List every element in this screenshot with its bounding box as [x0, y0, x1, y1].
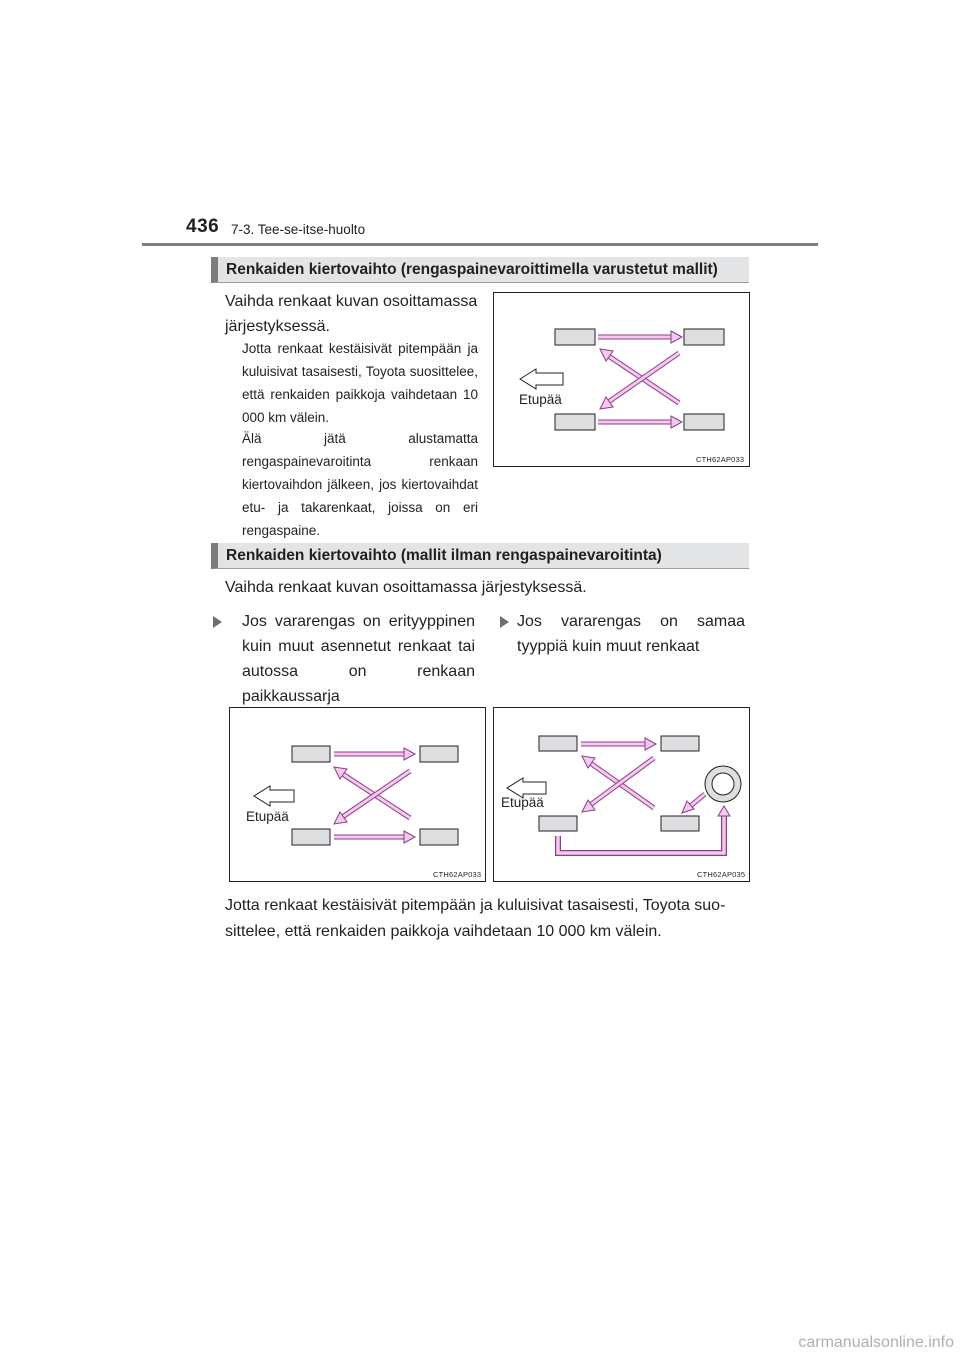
section-header-no-tpms	[211, 543, 749, 569]
figure-code: CTH62AP033	[433, 870, 482, 879]
rotation-arrow-diagonal-down	[600, 353, 679, 409]
front-direction-arrow-icon	[254, 786, 294, 806]
rotation-arrow-diagonal-down	[334, 771, 410, 824]
header-divider	[142, 243, 818, 246]
rotation-arrow-bottom	[334, 831, 415, 843]
tire-front-left	[539, 736, 577, 751]
watermark: carmanualsonline.info	[798, 1334, 954, 1351]
tire-rear-left	[539, 816, 577, 831]
tire-front-left	[292, 746, 330, 762]
rotation-arrow-rear-to-spare	[558, 806, 730, 853]
bullet-triangle-icon	[213, 616, 222, 628]
tire-rotation-figure-tpms	[493, 292, 750, 467]
rotation-arrow-top	[334, 748, 415, 760]
rotation-arrow-top	[598, 331, 682, 343]
intro-line: Vaihda renkaat kuvan osoittamassa	[225, 293, 478, 310]
tire-rear-left	[555, 414, 595, 430]
spare-tire-icon	[705, 766, 741, 802]
front-label: Etupää	[501, 795, 544, 810]
tire-rotation-figure-spare-same	[493, 707, 750, 882]
rotation-arrow-top	[581, 738, 656, 750]
section-title-tpms: Renkaiden kiertovaihto (rengaspainevaroittimella varustetut mallit)	[226, 261, 718, 278]
chapter-title: 7-3. Tee-se-itse-huolto	[231, 222, 366, 237]
bullet-text: Jos vararengas on erityyppinen kuin muut asennetut renkaat tai autossa on renkaan paikkaussarja	[242, 613, 475, 705]
tire-front-right	[661, 736, 699, 751]
front-label: Etupää	[246, 809, 289, 824]
tire-rear-right	[661, 816, 699, 831]
footer-recommendation	[225, 893, 755, 945]
bullet-text: Jos vararengas on samaa tyyppiä kuin muut renkaat	[517, 613, 745, 655]
tire-front-right	[684, 329, 724, 345]
section1-note-rotation: Jotta renkaat kestäisivät pitempään ja kuluisivat tasaisesti, Toyota suosittelee, että renkaiden paikkoja vaihdetaan 10 000 km välein.	[242, 341, 478, 425]
section-header-tpms	[211, 257, 749, 283]
tire-front-left	[555, 329, 595, 345]
rotation-arrow-bottom	[598, 416, 682, 428]
section1-intro	[225, 289, 485, 339]
page-number: 436	[186, 216, 220, 237]
bullet-triangle-icon	[500, 616, 509, 628]
tire-rotation-figure-spare-different	[229, 707, 486, 882]
rotation-arrow-diagonal-up	[600, 349, 679, 403]
footer-line: sittelee, että renkaiden paikkoja vaihdetaan 10 000 km välein.	[225, 923, 662, 940]
tire-rear-right	[420, 829, 458, 845]
section2-intro: Vaihda renkaat kuvan osoittamassa järjestyksessä.	[225, 579, 587, 596]
figure-code: CTH62AP035	[697, 870, 746, 879]
tire-rear-right	[684, 414, 724, 430]
rotation-arrow-diagonal-up	[334, 767, 410, 818]
bullet-spare-same	[500, 609, 745, 659]
front-direction-arrow-icon	[520, 369, 563, 389]
footer-line: Jotta renkaat kestäisivät pitempään ja kuluisivat tasaisesti, Toyota suo-	[225, 897, 726, 914]
figure-code: CTH62AP033	[696, 455, 745, 464]
front-label: Etupää	[519, 392, 562, 407]
tire-rear-left	[292, 829, 330, 845]
section1-note-tpms-init: Älä jätä alustamatta rengaspainevaroitinta renkaan kiertovaihdon jälkeen, jos kiertovaihdat etu- ja takarenkaat, joissa on eri rengaspaine.	[242, 431, 478, 538]
rotation-arrow-spare-to-rear	[682, 794, 705, 813]
bullet-spare-different	[225, 609, 475, 709]
tire-front-right	[420, 746, 458, 762]
intro-line: järjestyksessä.	[225, 318, 330, 335]
section-title-no-tpms: Renkaiden kiertovaihto (mallit ilman rengaspainevaroitinta)	[226, 547, 662, 564]
